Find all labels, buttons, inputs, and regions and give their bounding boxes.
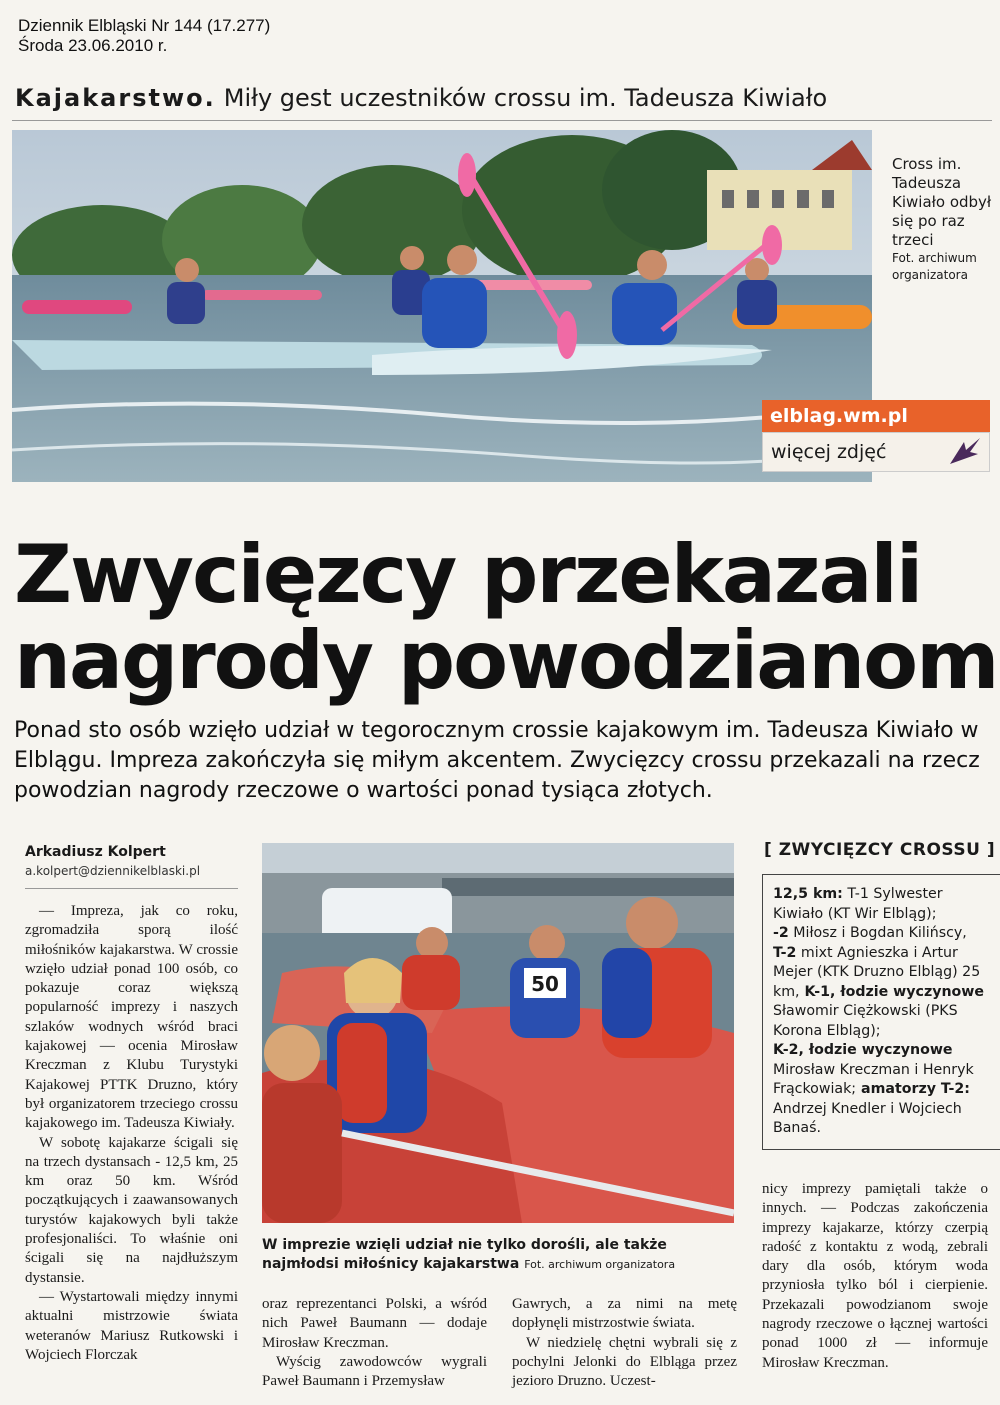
paragraph: W sobotę kajakarze ścigali się na trzech dystansach - 12,5 km, 25 km oraz 50 km. Wśród początkujących i zaawansowanych turystów kajakowych byli także profesjonaliści. To właśnie oni ścigali się na najdłuższym dystansie. [25,1134,238,1286]
winners-text: Andrzej Knedler i Wojciech Banaś. [773,1100,962,1136]
winners-text: Mirosław Kreczman i Henryk Frąckowiak; [773,1061,974,1097]
caption-text: W imprezie wzięli udział nie tylko dorośli, ale także najmłodsi miłośnicy kajakarstwa [262,1237,667,1272]
paragraph: oraz reprezentanci Polski, a wśród nich Paweł Baumann — dodaje Mirosław Kreczman. [262,1296,487,1351]
paragraph: — Impreza, jak co roku, zgromadziła sporą ilość miłośników kajakarstwa. W crossie wzięło udział ponad 100 osób, co pokazuje coraz większą popularność imprezy i naszych szlaków wodnych wśród braci kajakowej — ocenia Mirosław Kreczman z Klubu Turystyki Kajakowej PTTK Druzno, który był organizatorem trzeciego crossu kajakowego im. Tadeusza Kiwiały. [25,903,238,1132]
article-column-3 [512,1295,737,1391]
paragraph: — Wystartowali między innymi aktualni mistrzowie świata weteranów Mariusz Rutkowski i Wojciech Florczak [25,1288,238,1363]
lead-paragraph: Ponad sto osób wzięło udział w tegorocznym crossie kajakowym im. Tadeusza Kiwiało w Elblągu. Impreza zakończyła się miłym akcentem. Zwycięzcy crossu przekazali na rzecz powodzian nagrody rzeczowe o wartości ponad tysiąca złotych. [14,718,980,803]
kicker-rule [12,120,992,121]
winners-text: Miłosz i Bogdan Kilińscy, [788,925,967,941]
winners-text: T-1 Sylwester Kiwiało (KT Wir Elbląg); [773,886,943,922]
winners-key: K-1, łodzie wyczynowe [799,983,985,1000]
children-kayak-illustration [262,843,734,1223]
kayak-race-illustration [12,130,872,482]
author-name: Arkadiusz Kolpert [25,844,166,860]
article-column-1 [25,902,238,1365]
paragraph: Gawrych, a za nimi na metę dopłynęli mistrzostwie świata. [512,1296,737,1332]
author-email[interactable]: a.kolpert@dziennikelblaski.pl [25,864,201,878]
paragraph: nicy imprezy pamiętali także o innych. — Podczas zakończenia imprezy kajakarze, którzy czerpią radość z kontaktu z wodą, zebrali dary dla osób, którym woda przyniosła tylko ból i cierpienie. Przekazali powodzianom swoje nagrody rzeczowe o łącznej wartości ponad 1000 zł — informuje Mirosław Kreczman. [762,1181,988,1371]
more-photos-label[interactable]: więcej zdjęć [771,441,887,463]
issue-info [18,16,270,56]
promo-site[interactable]: elblag.wm.pl [762,400,990,432]
winners-title: [ ZWYCIĘZCY CROSSU ] [764,840,996,860]
paragraph: Wyścig zawodowców wygrali Paweł Baumann i Przemysław [262,1353,487,1390]
children-kayak-photo [262,843,734,1223]
winners-key: K-2, łodzie wyczynowe [773,1042,953,1058]
caption-text: Cross im. Tadeusza Kiwiało odbył się po raz trzeci [892,155,992,249]
winners-box [762,874,1000,1150]
winners-key: -2 [773,925,789,941]
winners-key: 12,5 km: [773,886,843,902]
article-column-2 [262,1295,487,1391]
kayak-race-photo [12,130,872,482]
paper-issue: Dziennik Elbląski Nr 144 (17.277) [18,16,271,35]
promo-box[interactable] [762,400,990,472]
winners-key: amatorzy T-2: [856,1081,970,1097]
paragraph: W niedzielę chętni wybrali się z pochylni Jelonki do Elbląga przez jezioro Druzno. Uczest- [512,1334,737,1390]
headline-line-2: nagrody powodzianom [14,614,998,707]
byline [25,844,200,878]
kicker [15,84,827,112]
headline-line-1: Zwycięzcy przekazali [14,528,922,621]
cursor-arrow-icon [948,436,982,479]
issue-date: Środa 23.06.2010 r. [18,36,168,55]
section-label: Kajakarstwo. [15,84,216,112]
winners-key: T-2 [773,944,797,961]
kicker-subtitle: Miły gest uczestników crossu im. Tadeusza Kiwiało [223,84,828,112]
headline [14,528,998,707]
caption-credit: Fot. archiwum organizatora [524,1258,676,1271]
photo-caption-top [892,155,992,284]
article-column-4 [762,1180,988,1373]
bib-number: 50 [531,972,559,996]
winners-text: Sławomir Ciężkowski (PKS Korona Elbląg); [773,1003,958,1039]
photo-caption-bottom [262,1236,734,1274]
byline-rule [25,888,238,889]
winners-text: mixt Agnieszka i Artur Mejer (KTK Druzno Elbląg) 25 km, [773,944,981,1000]
more-photos-link[interactable] [762,432,990,472]
caption-credit: Fot. archiwum organizatora [892,251,977,282]
